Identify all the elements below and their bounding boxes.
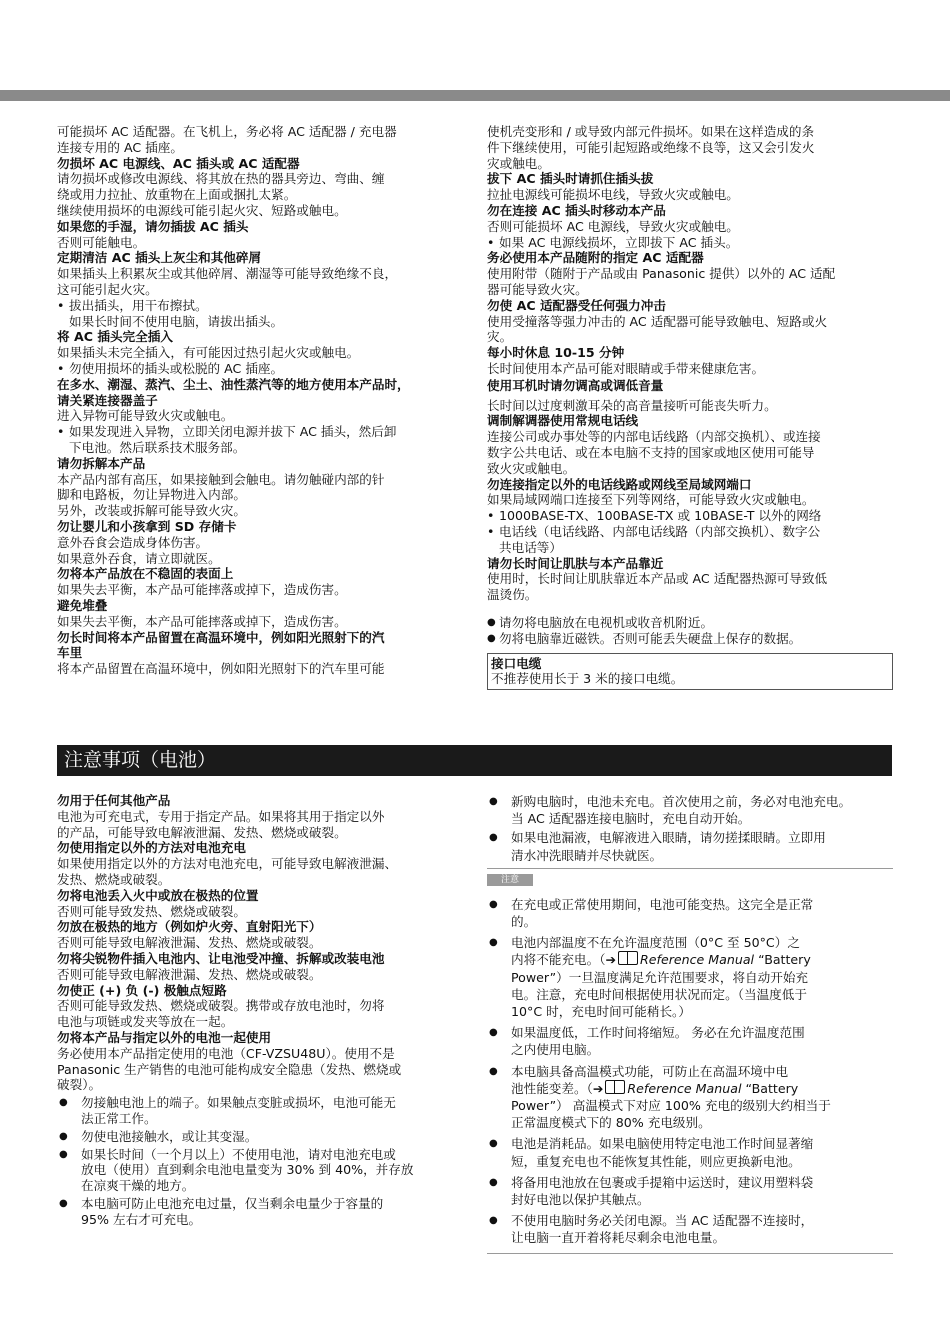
text-line: 放电（使用）直到剩余电池电量变为 30% 到 40%，并存放 [81, 1162, 414, 1178]
section-heading: 勿在连接 AC 插头时移动本产品 [487, 202, 666, 218]
bullet-item: ● 勿将电脑靠近磁铁。否则可能丢失硬盘上保存的数据。 [487, 631, 893, 647]
text-line: 否则可能导致发热、燃烧或破裂。携带或存放电池时，勿将 [57, 998, 385, 1014]
section-heading: 勿将尖锐物件插入电池内、让电池受冲撞、拆解或改装电池 [57, 950, 385, 966]
text-line [511, 951, 893, 968]
text-line: 进入异物可能导致火灾或触电。 [57, 408, 234, 424]
text-line: ● 电池是消耗品。如果电脑使用特定电池工作时间显著缩 [511, 1136, 814, 1152]
bullet-item [487, 1212, 893, 1246]
text-line: ● 如果长时间（一个月以上）不使用电池，请对电池充电或 [81, 1146, 396, 1162]
note-divider [487, 1253, 893, 1254]
text-line: 正常温度模式下的 80% 充电级别。 [511, 1115, 711, 1131]
text-line: 发热、燃烧或破裂。 [57, 871, 171, 887]
text-line: 当 AC 适配器连接电脑时，充电自动开始。 [511, 811, 751, 827]
text-line: 否则可能导致电解液泄漏、发热、燃烧或破裂。 [57, 935, 322, 951]
text-line: ● 本电脑可防止电池充电过量，仅当剩余电量少于容量的 [81, 1195, 384, 1211]
bullet-item: • 如果发现进入异物，立即关闭电源并拔下 AC 插头，然后卸 [57, 424, 467, 440]
text-line: 件下继续使用，可能引起短路或绝缘不良等，这又会引发火 [487, 139, 815, 155]
box-heading: 接口电缆 [491, 655, 542, 671]
section-heading: 勿放在极热的地方（例如炉火旁、直射阳光下） [57, 919, 322, 935]
section-heading: 避免堆叠 [57, 597, 108, 613]
text-line: 致火灾或触电。 [487, 460, 576, 476]
bullet-item: • 电话线（电话线路、内部电话线路（内部交换机）、数字公 [487, 524, 893, 540]
text-line: 共电话等） [499, 539, 562, 555]
section-heading: 拔下 AC 插头时请抓住插头拔 [487, 171, 654, 187]
bullet-item [487, 829, 893, 863]
section-heading: 勿使正 (+) 负 (-) 极触点短路 [57, 982, 227, 998]
text-line: 长时间使用本产品可能对眼睛或手带来健康危害。 [487, 360, 765, 376]
section-heading: 勿将电池丢入火中或放在极热的位置 [57, 887, 259, 903]
text-line: Power”）一旦温度满足允许范围要求，将自动开始充 [511, 969, 809, 985]
bullet-item: • 拔出插头，用干布擦拭。 [57, 298, 467, 314]
text-line: 继续使用损坏的电源线可能引起火灾、短路或触电。 [57, 202, 347, 218]
text-line: 的。 [511, 914, 537, 930]
book-icon [605, 1080, 625, 1094]
reference-manual-link[interactable]: Reference Manual [640, 952, 755, 968]
section-heading: 勿用于任何其他产品 [57, 793, 171, 808]
text-line: ● 勿使电池接触水，或让其变湿。 [81, 1128, 258, 1144]
text-line: 电。注意，充电时间根据使用状况而定。（当温度低于 [511, 986, 807, 1002]
header-bar [0, 90, 950, 101]
section-heading: 勿将本产品放在不稳固的表面上 [57, 566, 234, 582]
text-line: 10°C 时，充电时间可能稍长。） [511, 1004, 691, 1020]
section-heading: 务必使用本产品随附的指定 AC 适配器 [487, 250, 704, 266]
text-line: 拉扯电源线可能损坏电线，导致火灾或触电。 [487, 187, 739, 203]
text-line [511, 1080, 893, 1097]
section-heading: 请勿拆解本产品 [57, 455, 146, 471]
section-heading: 调制解调器使用常规电话线 [487, 413, 639, 429]
text-line: ● 不使用电脑时务必关闭电源。当 AC 适配器不连接时， [511, 1213, 814, 1229]
text-span: “Battery [758, 952, 811, 968]
bullet-item [487, 896, 893, 930]
section-heading: 勿使用指定以外的方法对电池充电 [57, 840, 246, 856]
text-line: 意外吞食会造成身体伤害。 [57, 534, 209, 550]
book-icon [618, 951, 638, 965]
text-span: 内将不能充电。（➔ [511, 952, 617, 968]
bullet-item [487, 1135, 893, 1169]
bullet-item: • 勿使用损坏的插头或松脱的 AC 插座。 [57, 361, 467, 377]
top-right-column [487, 124, 893, 690]
text-line: 封好电池以保护其触点。 [511, 1192, 650, 1208]
text-line: 破裂）。 [57, 1077, 102, 1093]
section-heading: 勿将本产品与指定以外的电池一起使用 [57, 1029, 272, 1045]
text-line: 另外，改装或拆解可能导致火灾。 [57, 503, 246, 519]
text-line: 下电池。然后联系技术服务部。 [69, 439, 246, 455]
text-line: Power”） 高温模式下对应 100% 充电的级别大约相当于 [511, 1098, 831, 1114]
text-line: 脚和电路板，勿让异物进入内部。 [57, 487, 246, 503]
section-heading: 在多水、潮湿、蒸汽、尘土、油性蒸汽等的地方使用本产品时， [57, 376, 410, 392]
bullet-item [57, 1129, 467, 1145]
section-heading: 勿让婴儿和小孩拿到 SD 存储卡 [57, 518, 237, 534]
text-line: 如果长时间不使用电脑，请拔出插头。 [69, 313, 284, 329]
text-line: 否则可能损坏 AC 电源线，导致火灾或触电。 [487, 218, 739, 234]
text-line: ● 在充电或正常使用期间，电池可能变热。这完全是正常 [511, 896, 814, 912]
text-line: Panasonic 生产销售的电池可能构成安全隐患（发热、燃烧或 [57, 1061, 402, 1077]
text-line: 否则可能触电。 [57, 234, 146, 250]
note-label: 注意 [487, 874, 533, 886]
text-line: 连接公司或办事处等的内部电话线路（内部交换机）、或连接 [487, 429, 821, 445]
text-line: ● 如果电池漏液，电解液进入眼睛，请勿搓揉眼睛。立即用 [511, 830, 826, 846]
text-line: 本产品内部有高压，如果接触到会触电。请勿触碰内部的针 [57, 471, 385, 487]
text-line: 如果失去平衡，本产品可能摔落或掉下，造成伤害。 [57, 582, 347, 598]
bullet-item: ● 请勿将电脑放在电视机或收音机附近。 [487, 615, 893, 631]
bullet-item [487, 934, 893, 1020]
text-line: 器可能导致火灾。 [487, 281, 588, 297]
bullet-item [487, 1063, 893, 1132]
text-line: 如果意外吞食，请立即就医。 [57, 550, 221, 566]
bullet-item [57, 1196, 467, 1228]
bullet-item: • 如果 AC 电源线损坏，立即拔下 AC 插头。 [487, 235, 893, 251]
section-heading: 请勿长时间让肌肤与本产品靠近 [487, 555, 664, 571]
section-heading: 车里 [57, 645, 83, 661]
text-line: 这可能引起火灾。 [57, 281, 158, 297]
text-line: 电池为可充电式，专用于指定产品。如果将其用于指定以外 [57, 808, 385, 824]
section-heading: 每小时休息 10-15 分钟 [487, 345, 625, 361]
section-heading: 定期清洁 AC 插头上灰尘和其他碎屑 [57, 250, 262, 266]
text-line: 电池与项链或发夹等放在一起。 [57, 1014, 234, 1030]
text-line: 请勿损坏或修改电源线、将其放在热的器具旁边、弯曲、缠 [57, 171, 385, 187]
text-line: ● 本电脑具备高温模式功能，可防止在高温环境中电 [511, 1063, 789, 1079]
note-divider [487, 868, 893, 869]
text-line: ● 电池内部温度不在允许温度范围（0°C 至 50°C）之 [511, 935, 800, 951]
bullet-item [487, 1174, 893, 1208]
text-line: 使用受撞落等强力冲击的 AC 适配器可能导致触电、短路或火 [487, 313, 828, 329]
text-line: 法正常工作。 [81, 1110, 157, 1126]
bottom-right-column [487, 793, 893, 1254]
box-text: 不推荐使用长于 3 米的接口电缆。 [491, 671, 684, 687]
text-line: 灾。 [487, 329, 513, 345]
text-line: 绕或用力拉扯、放重物在上面或捆扎太紧。 [57, 187, 297, 203]
bullet-item [487, 793, 893, 827]
section-heading: 将 AC 插头完全插入 [57, 329, 173, 345]
text-line: 95% 左右才可充电。 [81, 1211, 202, 1227]
text-line: 否则可能导致电解液泄漏、发热、燃烧或破裂。 [57, 966, 322, 982]
text-line: 使用时，长时间让肌肤靠近本产品或 AC 适配器热源可导致低 [487, 571, 828, 587]
text-line: 的产品，可能导致电解液泄漏、发热、燃烧或破裂。 [57, 824, 347, 840]
text-span: “Battery [745, 1080, 799, 1096]
section-heading: 如果您的手湿，请勿插拔 AC 插头 [57, 218, 249, 234]
section-heading: 勿连接指定以外的电话线路或网线至局域网端口 [487, 476, 752, 492]
bullet-item [57, 1147, 467, 1194]
text-line: 使用附带（随附于产品或由 Panasonic 提供）以外的 AC 适配 [487, 266, 836, 282]
text-line: ● 如果温度低，工作时间将缩短。 务必在允许温度范围 [511, 1025, 805, 1041]
reference-manual-link[interactable]: Reference Manual [627, 1080, 742, 1096]
text-line: 清水冲洗眼睛并尽快就医。 [511, 847, 663, 863]
text-line: 短，重复充电也不能恢复其性能，则应更换新电池。 [511, 1153, 801, 1169]
text-line: 将本产品留置在高温环境中，例如阳光照射下的汽车里可能 [57, 661, 385, 677]
text-line: 温烫伤。 [487, 587, 538, 603]
section-heading: 请关紧连接器盖子 [57, 392, 158, 408]
text-line: 如果插头上积累灰尘或其他碎屑、潮湿等可能导致绝缘不良， [57, 266, 398, 282]
text-line: 如果失去平衡，本产品可能摔落或掉下，造成伤害。 [57, 613, 347, 629]
text-line: ● 将备用电池放在包裹或手提箱中运送时，建议用塑料袋 [511, 1174, 814, 1190]
bullet-item: • 1000BASE-TX、100BASE-TX 或 10BASE-T 以外的网络 [487, 508, 893, 524]
text-line: ● 新购电脑时，电池未充电。首次使用之前，务必对电池充电。 [511, 794, 852, 809]
section-heading: 勿使 AC 适配器受任何强力冲击 [487, 297, 666, 313]
text-line: 连接专用的 AC 插座。 [57, 139, 183, 155]
text-line: 务必使用本产品指定使用的电池（CF-VZSU48U）。使用不是 [57, 1045, 395, 1061]
text-line: 如果局域网端口连接至下列等网络，可能导致火灾或触电。 [487, 492, 815, 508]
text-line: 如果使用指定以外的方法对电池充电，可能导致电解液泄漏、 [57, 856, 398, 872]
bullet-item [487, 1024, 893, 1058]
text-line: 让电脑一直开着将耗尽剩余电池电量。 [511, 1230, 726, 1246]
top-left-column [57, 124, 467, 677]
text-line: 可能损坏 AC 适配器。在飞机上，务必将 AC 适配器 / 充电器 [57, 124, 397, 139]
text-span: 池性能变差。（➔ [511, 1080, 604, 1096]
interface-cable-box [487, 653, 893, 691]
text-line: ● 勿接触电池上的端子。如果触点变脏或损坏，电池可能无 [81, 1095, 396, 1111]
section-heading: 使用耳机时请勿调高或调低音量 [487, 377, 664, 393]
text-line: 否则可能导致发热、燃烧或破裂。 [57, 903, 246, 919]
text-line: 在凉爽干燥的地方。 [81, 1178, 195, 1194]
text-line: 灾或触电。 [487, 155, 550, 171]
section-heading: 勿损坏 AC 电源线、AC 插头或 AC 适配器 [57, 155, 300, 171]
bullet-item [57, 1095, 467, 1127]
text-line: 数字公共电话、或在本电脑不支持的国家或地区使用可能导 [487, 444, 815, 460]
text-line: 使机壳变形和 / 或导致内部元件损坏。如果在这样造成的条 [487, 124, 815, 139]
section-title-banner: 注意事项（电池） [57, 745, 892, 776]
text-line: 之内使用电脑。 [511, 1042, 600, 1058]
section-heading: 勿长时间将本产品留置在高温环境中，例如阳光照射下的汽 [57, 629, 385, 645]
text-line: 长时间以过度刺激耳朵的高音量接听可能丧失听力。 [487, 397, 777, 413]
bottom-left-column [57, 793, 467, 1228]
text-line: 如果插头未完全插入，有可能因过热引起火灾或触电。 [57, 345, 360, 361]
